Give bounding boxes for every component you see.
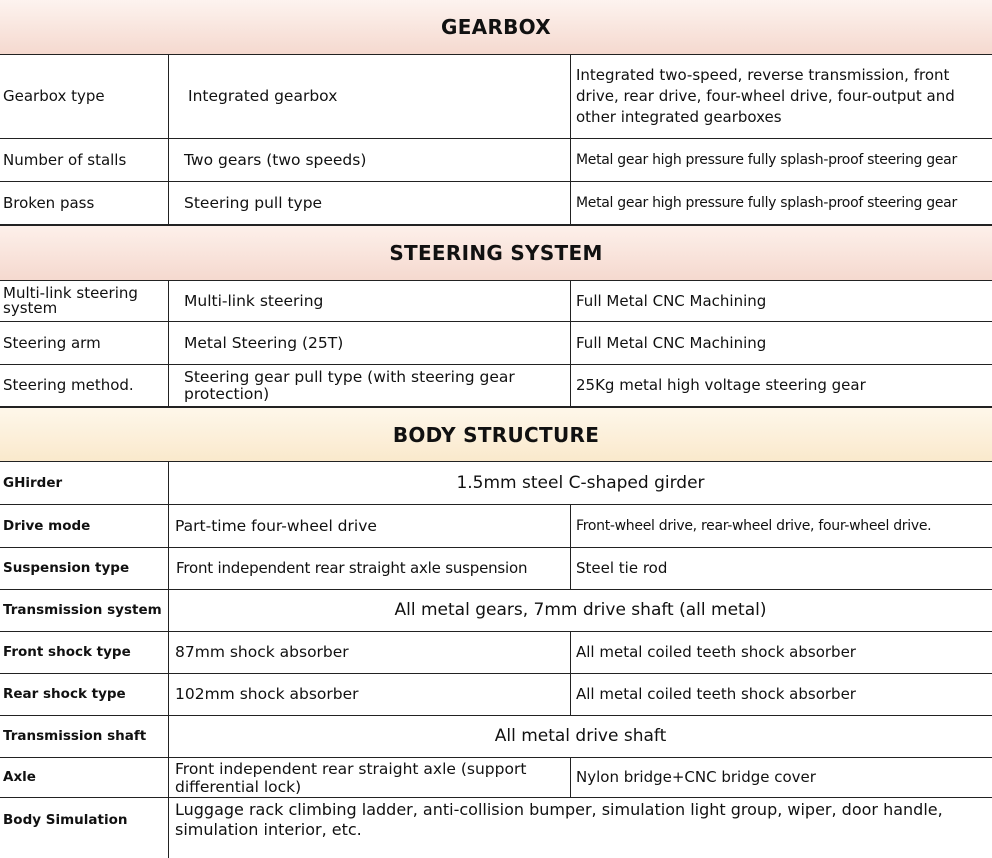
row-detail: All metal coiled teeth shock absorber (576, 643, 856, 661)
table-row (0, 716, 992, 758)
section-title-gearbox: GEARBOX (0, 0, 992, 55)
row-label: Rear shock type (0, 674, 169, 715)
row-detail: Front-wheel drive, rear-wheel drive, four-wheel drive. (576, 517, 932, 534)
row-detail: Steel tie rod (576, 559, 668, 577)
row-detail: Metal gear high pressure fully splash-proof steering gear (576, 194, 957, 211)
table-row (0, 281, 992, 322)
row-value: 102mm shock absorber (169, 674, 571, 715)
row-value: Metal Steering (25T) (169, 322, 571, 364)
row-value: Steering pull type (169, 182, 571, 224)
table-row (0, 798, 992, 858)
row-value: Part-time four-wheel drive (169, 505, 571, 547)
row-label: Number of stalls (0, 139, 169, 181)
row-label: Body Simulation (0, 798, 169, 858)
row-value: Two gears (two speeds) (169, 139, 571, 181)
row-value: Front independent rear straight axle suspension (169, 548, 571, 589)
row-value: Luggage rack climbing ladder, anti-collision bumper, simulation light group, wiper, door handle, simulation interior, etc. (175, 800, 943, 839)
row-value: Integrated gearbox (169, 55, 571, 138)
row-detail: Full Metal CNC Machining (576, 333, 767, 352)
row-label: Steering method. (0, 365, 169, 406)
row-detail: Nylon bridge+CNC bridge cover (576, 768, 816, 786)
table-row (0, 590, 992, 632)
row-label: Drive mode (0, 505, 169, 547)
table-row (0, 758, 992, 798)
table-row (0, 674, 992, 716)
table-row (0, 55, 992, 139)
row-label: Gearbox type (0, 55, 169, 138)
row-value: All metal gears, 7mm drive shaft (all metal) (394, 600, 767, 620)
table-row (0, 632, 992, 674)
row-label: Transmission system (0, 590, 169, 631)
row-value: Steering gear pull type (with steering gear protection) (169, 365, 571, 406)
row-value: 87mm shock absorber (169, 632, 571, 673)
row-value: Front independent rear straight axle (support differential lock) (169, 758, 571, 797)
row-detail: All metal coiled teeth shock absorber (576, 685, 856, 703)
row-label: Axle (0, 758, 169, 797)
row-label: Suspension type (0, 548, 169, 589)
table-row (0, 139, 992, 182)
row-label: GHirder (0, 462, 169, 504)
row-detail: Full Metal CNC Machining (576, 291, 767, 310)
row-label: Broken pass (0, 182, 169, 224)
row-detail: Metal gear high pressure fully splash-proof steering gear (576, 151, 957, 168)
row-value: Multi-link steering (169, 281, 571, 321)
section-title-steering: STEERING SYSTEM (0, 225, 992, 281)
row-value: All metal drive shaft (494, 726, 667, 746)
row-value: 1.5mm steel C-shaped girder (456, 472, 705, 493)
table-row (0, 322, 992, 365)
table-row (0, 462, 992, 505)
row-detail: Integrated two-speed, reverse transmission, front drive, rear drive, four-wheel drive, four-output and other integrated gearboxes (576, 66, 955, 126)
table-row (0, 548, 992, 590)
row-label: Steering arm (0, 322, 169, 364)
row-label: Multi-link steering system (0, 281, 169, 321)
table-row (0, 182, 992, 225)
row-label: Transmission shaft (0, 716, 169, 757)
section-title-body-structure: BODY STRUCTURE (0, 407, 992, 462)
table-row (0, 505, 992, 548)
table-row (0, 365, 992, 407)
row-detail: 25Kg metal high voltage steering gear (576, 376, 866, 394)
row-label: Front shock type (0, 632, 169, 673)
